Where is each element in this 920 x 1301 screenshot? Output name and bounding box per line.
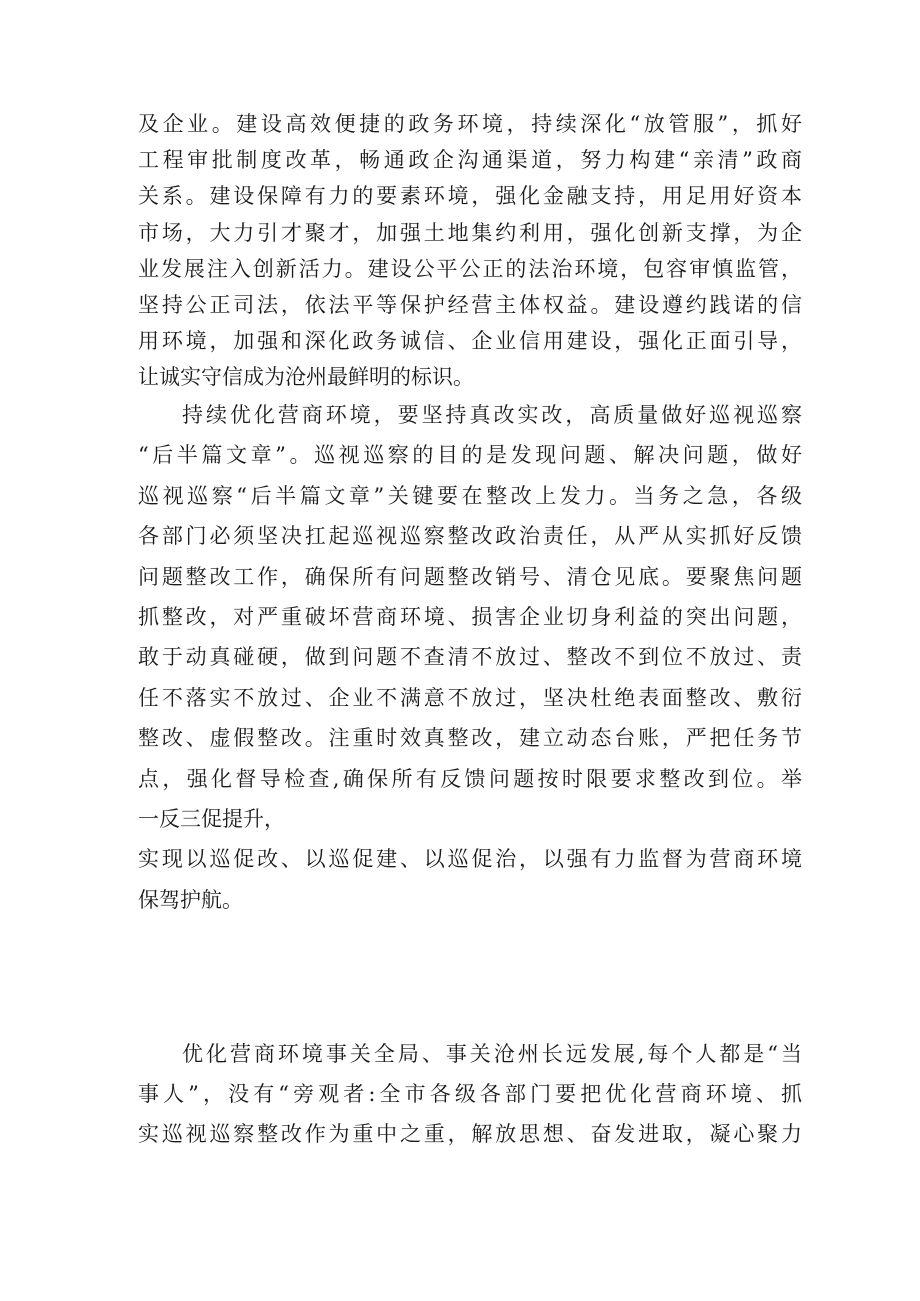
text-line: 抓整改，对严重破坏营商环境、损害企业切身利益的突出问题， xyxy=(138,605,802,630)
text-line: 事人”，没有“旁观者:全市各级各部门要把优化营商环境、抓 xyxy=(138,1082,802,1106)
text-line: 实巡视巡察整改作为重中之重，解放思想、奋发进取，凝心聚力 xyxy=(138,1122,802,1146)
text-line: 关系。建设保障有力的要素环境，强化金融支持，用足用好资本 xyxy=(138,184,802,209)
text-line: 市场，大力引才聚才，加强土地集约利用，强化创新支撑，为企 xyxy=(138,220,802,245)
text-line: 用环境，加强和深化政务诚信、企业信用建设，强化正面引导， xyxy=(138,329,802,354)
text-line: 一反三促提升， xyxy=(138,807,285,832)
text-line: 点，强化督导检查,确保所有反馈问题按时限要求整改到位。举 xyxy=(138,766,802,791)
text-line: 实现以巡促改、以巡促建、以巡促治，以强有力监督为营商环境 xyxy=(138,847,802,872)
text-line: 问题整改工作，确保所有问题整改销号、清仓见底。要聚焦问题 xyxy=(138,564,802,589)
text-line: 持续优化营商环境，要坚持真改实改，高质量做好巡视巡察 xyxy=(182,403,802,427)
text-line: 工程审批制度改革，畅通政企沟通渠道，努力构建“亲清”政商 xyxy=(138,148,802,173)
text-line: 各部门必须坚决扛起巡视巡察整改政治责任，从严从实抓好反馈 xyxy=(138,524,802,549)
text-line: 整改、虚假整改。注重时效真整改，建立动态台账，严把任务节 xyxy=(138,726,802,751)
text-line: 业发展注入创新活力。建设公平公正的法治环境，包容审慎监管， xyxy=(138,256,802,281)
paragraph-3 xyxy=(138,1034,802,1154)
paragraph-1 xyxy=(138,106,802,396)
text-line: 巡视巡察“后半篇文章”关键要在整改上发力。当务之急，各级 xyxy=(138,483,802,508)
text-line: 任不落实不放过、企业不满意不放过，坚决杜绝表面整改、敷衍 xyxy=(138,685,802,710)
text-line: 让诚实守信成为沧州最鲜明的标识。 xyxy=(138,365,474,390)
text-line: 敢于动真碰硬，做到问题不查清不放过、整改不到位不放过、责 xyxy=(138,645,802,670)
text-line: 优化营商环境事关全局、事关沧州长远发展,每个人都是“当 xyxy=(182,1042,802,1066)
text-line: 保驾护航。 xyxy=(138,887,243,912)
text-line: 及企业。建设高效便捷的政务环境，持续深化“放管服”，抓好 xyxy=(138,112,802,136)
text-line: 坚持公正司法，依法平等保护经营主体权益。建设遵约践诺的信 xyxy=(138,293,802,318)
paragraph-2 xyxy=(138,395,802,920)
text-line: “后半篇文章”。巡视巡察的目的是发现问题、解决问题，做好 xyxy=(138,443,802,468)
